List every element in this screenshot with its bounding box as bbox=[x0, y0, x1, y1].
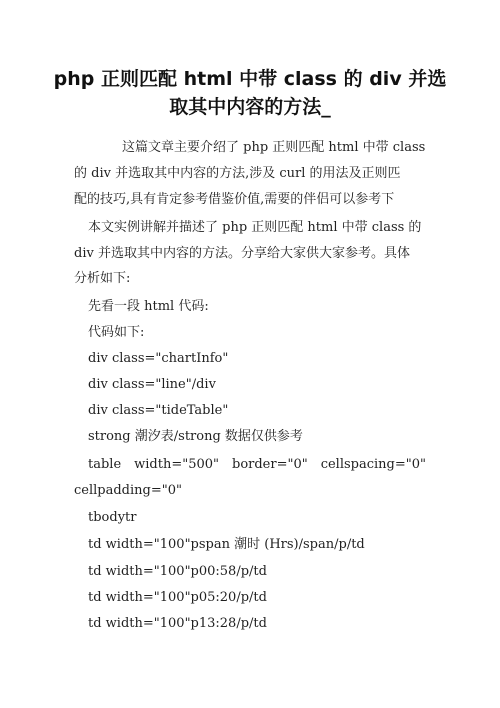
code-line-6: tbodytr bbox=[88, 510, 137, 525]
intro-line-1: 本文实例讲解并描述了 php 正则匹配 html 中带 class 的 bbox=[88, 220, 422, 235]
code-line-5-part-2: width="500" bbox=[134, 457, 220, 472]
code-line-9: td width="100"p05:20/p/td bbox=[88, 590, 267, 605]
code-line-5-part-3: border="0" bbox=[232, 457, 308, 472]
document-title-line-2: 取其中内容的方法_ bbox=[169, 96, 331, 118]
intro-line-3: 分析如下: bbox=[74, 271, 131, 286]
code-line-10: td width="100"p13:28/p/td bbox=[88, 616, 267, 631]
summary-line-3: 配的技巧,具有肯定参考借鉴价值,需要的伴侣可以参考下 bbox=[74, 192, 395, 207]
code-line-5 bbox=[74, 456, 426, 474]
document-title-line-1: php 正则匹配 html 中带 class 的 div 并选 bbox=[53, 68, 447, 90]
code-line-2: div class="line"/div bbox=[88, 377, 216, 392]
code-line-3: div class="tideTable" bbox=[88, 403, 229, 418]
lead-paragraph: 先看一段 html 代码: bbox=[88, 299, 209, 314]
code-line-5-part-4: cellspacing="0" bbox=[320, 457, 426, 472]
code-line-5-part-1: table bbox=[88, 457, 122, 472]
summary-line-2: 的 div 并选取其中内容的方法,涉及 curl 的用法及正则匹 bbox=[74, 166, 401, 181]
code-line-5-continuation: cellpadding="0" bbox=[74, 483, 182, 498]
summary-line-1: 这篇文章主要介绍了 php 正则匹配 html 中带 class bbox=[122, 140, 426, 155]
code-line-1: div class="chartInfo" bbox=[88, 351, 229, 366]
intro-line-2: div 并选取其中内容的方法。分享给大家供大家参考。具体 bbox=[74, 246, 410, 261]
code-line-8: td width="100"p00:58/p/td bbox=[88, 564, 267, 579]
code-line-4: strong 潮汐表/strong 数据仅供参考 bbox=[88, 429, 303, 444]
code-line-7: td width="100"pspan 潮时 (Hrs)/span/p/td bbox=[88, 537, 365, 552]
code-label: 代码如下: bbox=[88, 325, 145, 340]
